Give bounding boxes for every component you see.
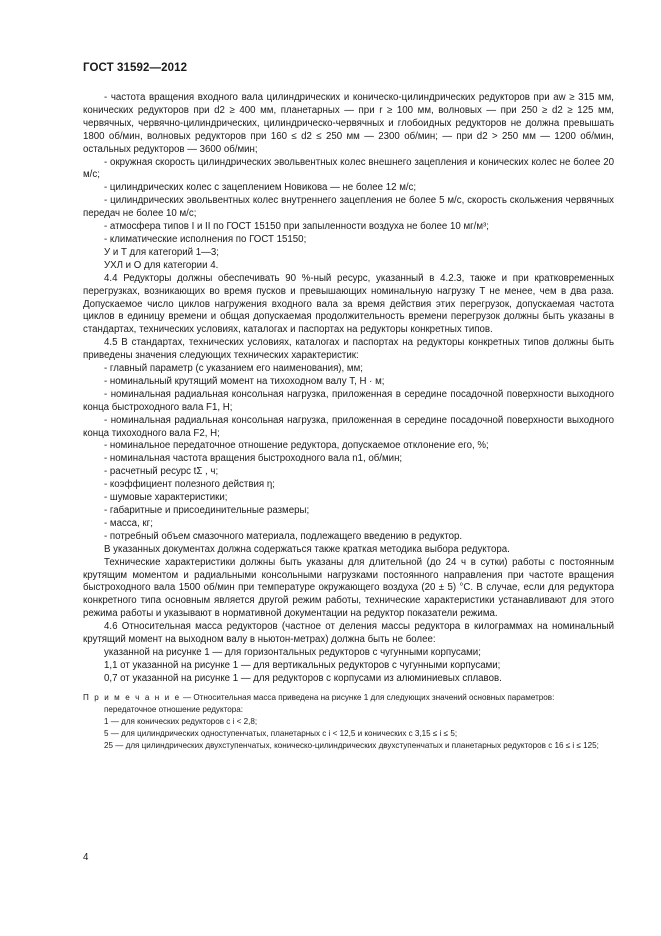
list-item: - габаритные и присоединительные размеры; [104,505,310,516]
note-text: — Относительная масса приведена на рисунке 1 для следующих значений основных параметров: [180,692,555,702]
paragraph: - окружная скорость цилиндрических эвольвентных колес внешнего зацепления и конических колес не более 20 м/с; [83,156,614,181]
paragraph: - цилиндрических эвольвентных колес внутреннего зацепления не более 5 м/с, скорость скольжения червячных передач не более 10 м/с; [83,195,614,220]
document-body [83,92,614,752]
paragraph: - частота вращения входного вала цилиндрических и коническо-цилиндрических редукторов при aw ≥ 315 мм, конических редукторов при d2 ≥ 400 мм, планетарных — при r ≥ 100 мм, волновых — при 250 ≥ d2 ≥ 125 мм, червячных, червячно-цилиндрических, цилиндрическо-червячных и глобоидных редукторов не должна превышать 1800 об/мин, волновых редукторов при 160 ≤ d2 ≤ 250 мм — 2300 об/мин; — при d2 > 250 мм — 1200 об/мин, остальных редукторов — 3600 об/мин; [83,92,614,155]
note-line: передаточное отношение редуктора: [104,704,243,714]
list-item: - расчетный ресурс tΣ , ч; [104,466,219,478]
list-item: - номинальная частота вращения быстроходного вала n1, об/мин; [104,453,403,465]
paragraph: - атмосфера типов I и II по ГОСТ 15150 при запыленности воздуха не более 10 мг/м³; [104,221,489,233]
section-4-5: 4.5 В стандартах, технических условиях, каталогах и паспортах на редукторы конкретных типов должны быть приведены значения следующих технических характеристик: [83,337,614,362]
paragraph: Технические характеристики должны быть указаны для длительной (до 24 ч в сутки) работы с постоянным крутящим моментом и радиальными консольными нагрузками постоянного направления при частоте вращения быстроходного вала 1500 об/мин при температуре окружающего воздуха (20 ± 5) °С. В случае, если для редуктора конкретного типа основным является другой режим работы, технические характеристики устанавливают для этого режима работы и указывают в нормативной документации на редуктор показатели режима. [83,556,614,620]
note-line: 5 — для цилиндрических одноступенчатых, планетарных с i < 12,5 и конических с 3,15 ≤ i ≤ 5; [104,728,458,738]
paragraph: - цилиндрических колес с зацеплением Новикова — не более 12 м/с; [104,182,417,194]
document-header: ГОСТ 31592—2012 [83,62,188,74]
paragraph: - климатические исполнения по ГОСТ 15150; [104,233,307,245]
paragraph: В указанных документах должна содержаться также краткая методика выбора редуктора. [104,543,510,555]
list-item: 0,7 от указанной на рисунке 1 — для редукторов с корпусами из алюминиевых сплавов. [104,672,502,684]
note [83,692,614,704]
note-line: 1 — для конических редукторов с i < 2,8; [104,716,258,726]
paragraph: У и Т для категорий 1—3; [104,246,219,258]
paragraph: УХЛ и О для категории 4. [104,259,219,271]
list-item: - номинальная радиальная консольная нагрузка, приложенная в середине посадочной поверхности выходного конца тихоходного вала F2, Н; [83,414,614,439]
note-label: П р и м е ч а н и е [83,692,181,702]
section-4-6: 4.6 Относительная масса редукторов (частное от деления массы редуктора в килограммах на номинальный крутящий момент на выходном валу в ньютон-метрах) должна быть не более: [83,621,614,646]
list-item: - номинальная радиальная консольная нагрузка, приложенная в середине посадочной поверхности выходного конца быстроходного вала F1, Н; [83,388,614,413]
list-item: - номинальное передаточное отношение редуктора, допускаемое отклонение его, %; [104,440,489,452]
list-item: - коэффициент полезного действия η; [104,479,275,491]
list-item: - номинальный крутящий момент на тихоходном валу T, Н · м; [104,375,385,387]
section-4-4: 4.4 Редукторы должны обеспечивать 90 %-ный ресурс, указанный в 4.2.3, также и при кратковременных перегрузках, возникающих во время пусков и превышающих номинальную нагрузку T не менее, чем в два раза. Допускаемое число циклов нагружения входного вала за время действия этих перегрузок, допускаемая частота циклов в единицу времени и общая допускаемая продолжительность времени перегрузок должны быть указаны в стандартах, технических условиях, каталогах и паспортах на редукторы конкретных типов. [83,272,614,336]
list-item: - масса, кг; [104,517,153,529]
note-line: 25 — для цилиндрических двухступенчатых, коническо-цилиндрических двухступенчатых и планетарных редукторов с 16 ≤ i ≤ 125; [104,741,599,751]
list-item: - шумовые характеристики; [104,492,228,504]
list-item: 1,1 от указанной на рисунке 1 — для вертикальных редукторов с чугунными корпусами; [104,659,501,671]
page-number: 4 [83,852,89,863]
list-item: - главный параметр (с указанием его наименования), мм; [104,363,363,375]
list-item: - потребный объем смазочного материала, подлежащего введению в редуктор. [104,530,463,542]
list-item: указанной на рисунке 1 — для горизонтальных редукторов с чугунными корпусами; [104,646,481,658]
